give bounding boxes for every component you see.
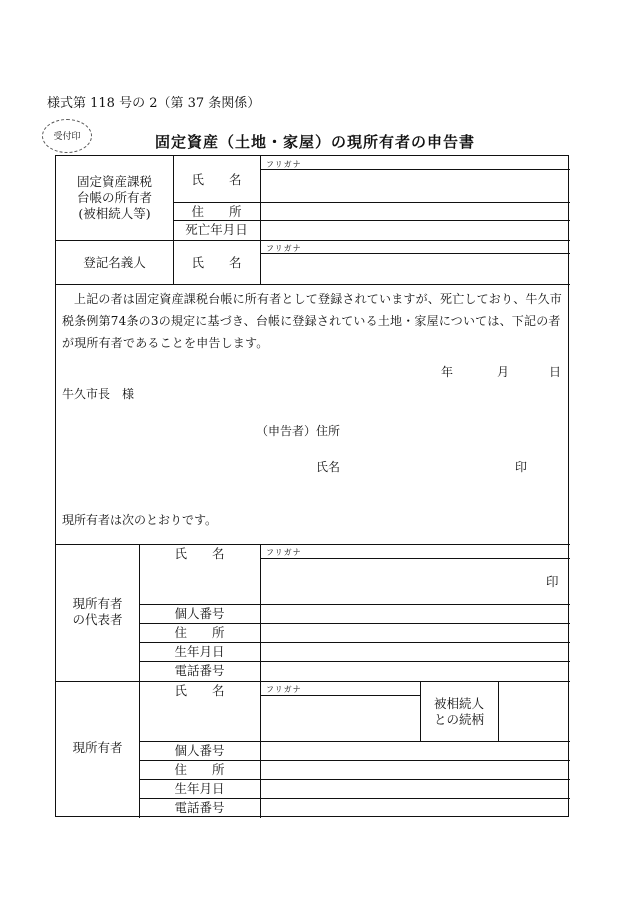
owner2-id-number-field[interactable] — [266, 743, 566, 759]
owner2-address-field[interactable] — [266, 762, 566, 778]
divider — [498, 681, 499, 741]
reception-stamp-label: 受付印 — [53, 132, 81, 142]
divider — [56, 544, 570, 545]
rep-seal-mark: 印 — [546, 574, 559, 589]
registrant-name-field[interactable] — [266, 256, 566, 280]
date-day-label: 日 — [549, 365, 562, 379]
divider — [173, 220, 570, 221]
owner-death-date-label: 死亡年月日 — [185, 222, 248, 237]
divider — [260, 253, 570, 254]
owner2-id-number-label: 個人番号 — [174, 743, 225, 758]
divider — [139, 604, 570, 605]
representative-label: 現所有者 の代表者 — [72, 596, 123, 627]
rep-address-label: 住 所 — [174, 625, 225, 640]
divider — [56, 240, 570, 241]
applicant-seal-mark: 印 — [515, 460, 528, 474]
owner2-phone-label: 電話番号 — [174, 800, 225, 815]
registrant-name-label: 氏 名 — [191, 255, 242, 270]
owner-name-label: 氏 名 — [191, 172, 242, 187]
rep-phone-label: 電話番号 — [174, 663, 225, 678]
rep-name-field[interactable] — [266, 560, 566, 602]
owner-furigana-label: フリガナ — [266, 160, 302, 169]
rep-birth-date-field[interactable] — [266, 644, 566, 660]
divider — [139, 798, 570, 799]
divider — [139, 642, 570, 643]
divider — [173, 202, 570, 203]
rep-name-label: 氏 名 — [174, 546, 225, 561]
divider — [260, 558, 570, 559]
declaration-text: 上記の者は固定資産課税台帳に所有者として登録されていますが、死亡しており、牛久市税条例第74条の3の規定に基づき、台帳に登録されている土地・家屋については、下記の者が現所有者であることを申告します。 — [62, 292, 563, 350]
form-number: 様式第 118 号の 2（第 37 条関係） — [47, 96, 261, 111]
registrant-label: 登記名義人 — [83, 255, 146, 270]
owner-address-field[interactable] — [266, 204, 566, 220]
owner2-furigana-label: フリガナ — [266, 685, 302, 694]
current-owner-label: 現所有者 — [72, 740, 123, 755]
owner2-address-label: 住 所 — [174, 762, 225, 777]
divider — [139, 741, 570, 742]
rep-birth-date-label: 生年月日 — [174, 644, 225, 659]
current-owner-note: 現所有者は次のとおりです。 — [62, 513, 218, 527]
rep-phone-field[interactable] — [266, 663, 566, 679]
divider — [56, 681, 570, 682]
owner2-birth-date-label: 生年月日 — [174, 781, 225, 796]
owner2-name-label: 氏 名 — [174, 683, 225, 698]
divider — [139, 779, 570, 780]
relation-field[interactable] — [502, 684, 566, 738]
rep-address-field[interactable] — [266, 625, 566, 641]
owner2-phone-field[interactable] — [266, 800, 566, 816]
page-title: 固定資産（土地・家屋）の現所有者の申告書 — [154, 133, 475, 151]
applicant-address-label: （申告者）住所 — [256, 424, 341, 438]
applicant-name-label: 氏名 — [316, 460, 341, 474]
owner-death-date-field[interactable] — [266, 222, 566, 238]
applicant-name-field[interactable] — [345, 454, 505, 474]
divider — [260, 169, 570, 170]
divider — [139, 760, 570, 761]
divider — [56, 284, 570, 285]
owner-section-label: 固定資産課税 台帳の所有者 (被相続人等) — [76, 174, 152, 221]
owner2-name-field[interactable] — [266, 697, 416, 739]
divider — [139, 623, 570, 624]
form-table — [55, 155, 569, 817]
owner2-birth-date-field[interactable] — [266, 781, 566, 797]
rep-id-number-label: 個人番号 — [174, 606, 225, 621]
owner-address-label: 住 所 — [191, 204, 242, 219]
rep-furigana-label: フリガナ — [266, 548, 302, 557]
divider — [139, 661, 570, 662]
registrant-furigana-label: フリガナ — [266, 244, 302, 253]
addressee: 牛久市長 様 — [62, 387, 135, 401]
applicant-address-field[interactable] — [360, 418, 560, 438]
date-month-label: 月 — [497, 365, 510, 379]
relation-label: 被相続人 との続柄 — [433, 696, 484, 727]
date-year-label: 年 — [441, 365, 454, 379]
rep-id-number-field[interactable] — [266, 606, 566, 622]
owner-name-field[interactable] — [266, 176, 566, 200]
